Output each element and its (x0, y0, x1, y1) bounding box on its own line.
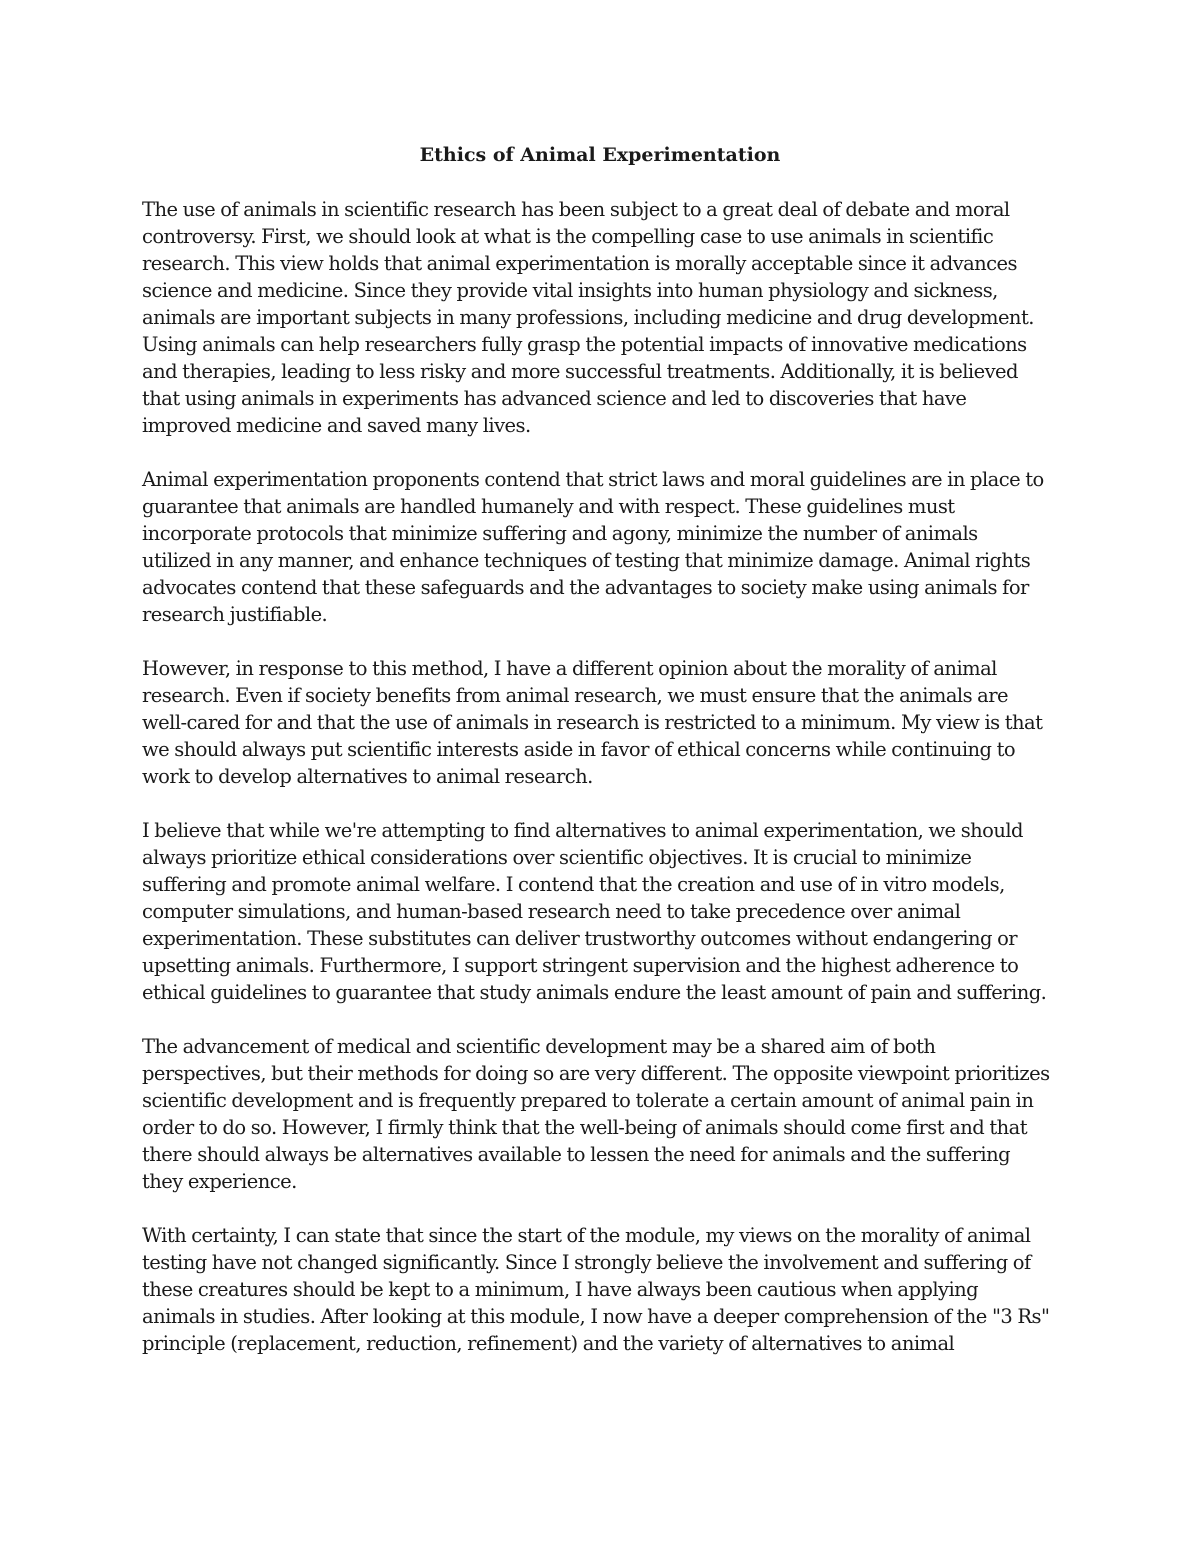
paragraph: The advancement of medical and scientific development may be a shared aim of both perspectives, but their methods for doing so are very different. The opposite viewpoint prioritizes scientific development and is frequently prepared to tolerate a certain amount of animal pain in order to do so. However, I firmly think that the well-being of animals should come first and that there should always be alternatives available to lessen the need for animals and the suffering they experience. (142, 1035, 1050, 1193)
paragraph: With certainty, I can state that since the start of the module, my views on the morality of animal testing have not changed significantly. Since I strongly believe the involvement and suffering of these creatures should be kept to a minimum, I have always been cautious when applying animals in studies. After looking at this module, I now have a deeper comprehension of the "3 Rs" principle (replacement, reduction, refinement) and the variety of alternatives to animal (142, 1224, 1050, 1355)
paragraph: I believe that while we're attempting to find alternatives to animal experimentation, we should always prioritize ethical considerations over scientific objectives. It is crucial to minimize suffering and promote animal welfare. I contend that the creation and use of in vitro models, computer simulations, and human-based research need to take precedence over animal experimentation. These substitutes can deliver trustworthy outcomes without endangering or upsetting animals. Furthermore, I support stringent supervision and the highest adherence to ethical guidelines to guarantee that study animals endure the least amount of pain and suffering. (142, 819, 1047, 1004)
paragraph: However, in response to this method, I have a different opinion about the morality of animal research. Even if society benefits from animal research, we must ensure that the animals are well-cared for and that the use of animals in research is restricted to a minimum. My view is that we should always put scientific interests aside in favor of ethical concerns while continuing to work to develop alternatives to animal research. (142, 657, 1043, 788)
document-title: Ethics of Animal Experimentation (419, 144, 781, 166)
paragraph: The use of animals in scientific research has been subject to a great deal of debate and moral controversy. First, we should look at what is the compelling case to use animals in scientific research. This view holds that animal experimentation is morally acceptable since it advances science and medicine. Since they provide vital insights into human physiology and sickness, animals are important subjects in many professions, including medicine and drug development. Using animals can help researchers fully grasp the potential impacts of innovative medications and therapies, leading to less risky and more successful treatments. Additionally, it is believed that using animals in experiments has advanced science and led to discoveries that have improved medicine and saved many lives. (142, 198, 1034, 437)
paragraph: Animal experimentation proponents contend that strict laws and moral guidelines are in place to guarantee that animals are handled humanely and with respect. These guidelines must incorporate protocols that minimize suffering and agony, minimize the number of animals utilized in any manner, and enhance techniques of testing that minimize damage. Animal rights advocates contend that these safeguards and the advantages to society make using animals for research justifiable. (142, 468, 1044, 626)
